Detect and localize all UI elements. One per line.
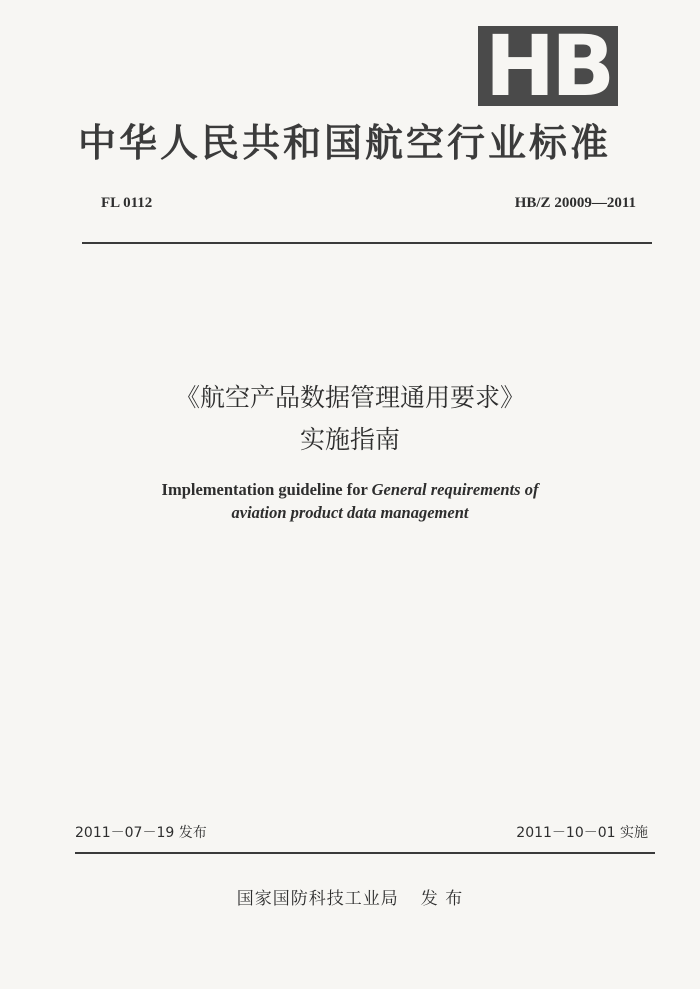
header-divider — [82, 242, 652, 244]
standard-number: HB/Z 20009—2011 — [514, 195, 636, 211]
en-title-italic-line2: aviation product data management — [231, 503, 469, 522]
publisher-action: 发 布 — [420, 889, 464, 909]
publisher-line — [0, 884, 700, 909]
hb-logo: HB — [478, 26, 618, 106]
en-title-plain: Implementation guideline for — [161, 480, 372, 499]
document-title-cn-line1: 《航空产品数据管理通用要求》 — [174, 383, 525, 412]
en-title-italic: General requirements of — [371, 480, 539, 499]
document-title-cn-line2: 实施指南 — [299, 425, 400, 454]
document-title-en-line1 — [0, 480, 700, 500]
footer-divider — [75, 852, 655, 854]
standard-category-title: 中华人民共和国航空行业标准 — [78, 121, 612, 165]
classification-code: FL 0112 — [101, 195, 153, 211]
publisher-name: 国家国防科技工业局 — [236, 889, 399, 909]
release-date: 2011－07－19 发布 — [75, 825, 207, 841]
effective-date: 2011－10－01 实施 — [516, 825, 648, 841]
document-title-en-line2 — [0, 503, 700, 523]
